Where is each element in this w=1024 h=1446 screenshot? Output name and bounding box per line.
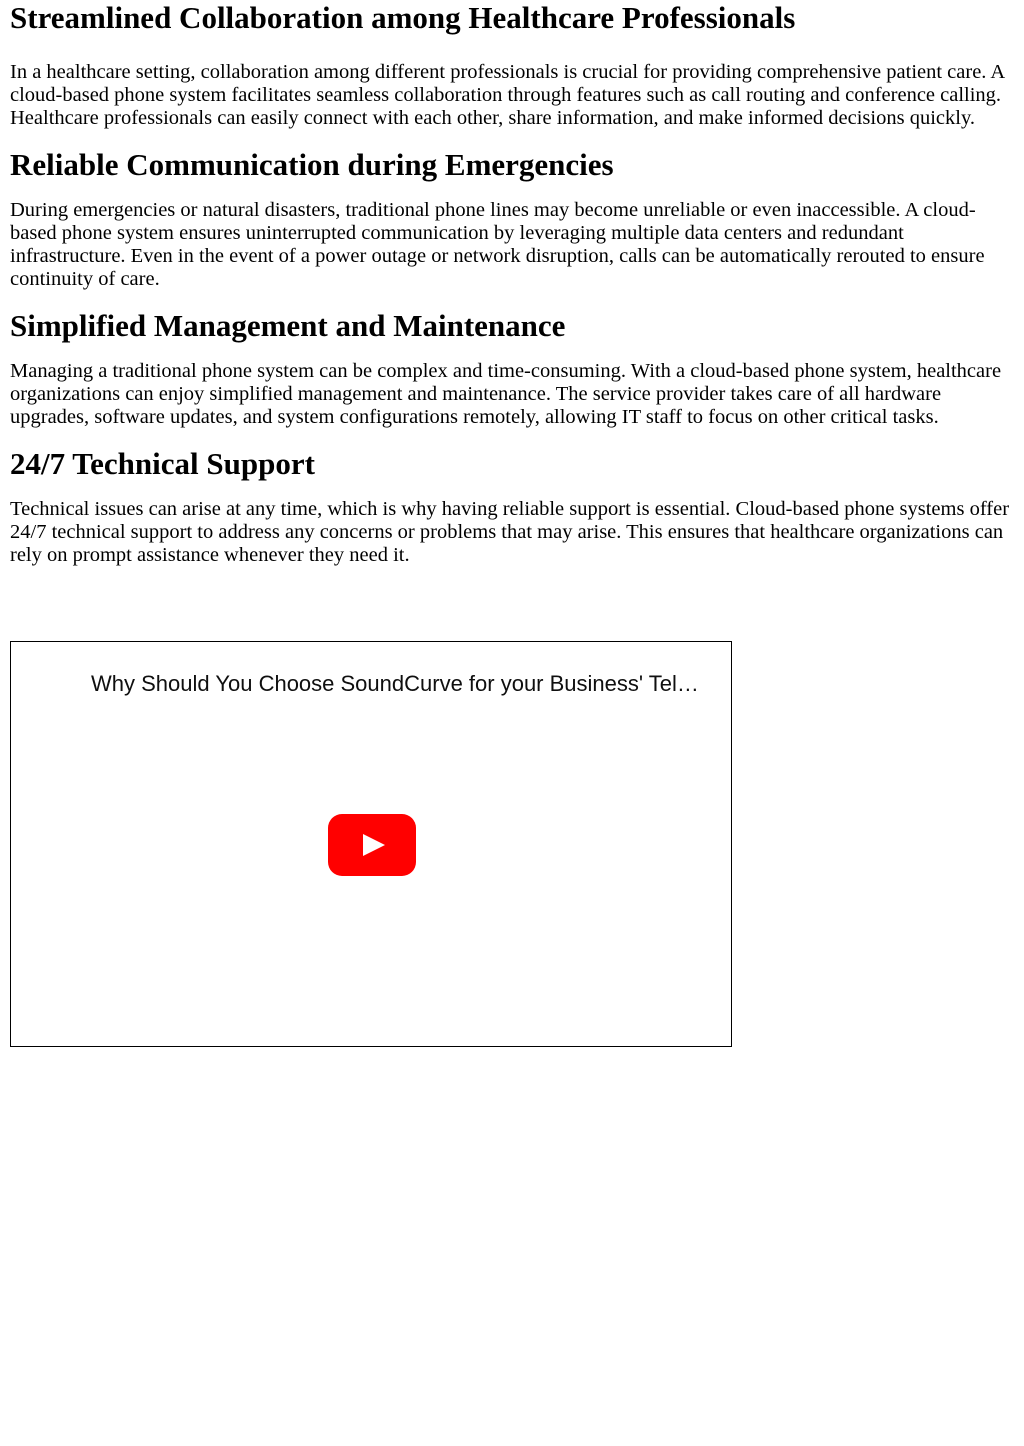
section-heading-management: Simplified Management and Maintenance — [10, 308, 566, 343]
section-heading-support: 24/7 Technical Support — [10, 446, 315, 481]
youtube-play-icon — [328, 814, 416, 876]
section-heading-emergencies: Reliable Communication during Emergencies — [10, 147, 614, 182]
video-title[interactable]: Why Should You Choose SoundCurve for your Business' Tel… — [91, 671, 699, 696]
section-body-emergencies: During emergencies or natural disasters, traditional phone lines may become unreliable or even inaccessible. A cloud-based phone system ensures uninterrupted communication by leveraging multiple data centers and redundant infrastructure. Even in the event of a power outage or network disruption, calls can be automatically rerouted to ensure continuity of care. — [10, 199, 985, 290]
section-body-management: Managing a traditional phone system can be complex and time-consuming. With a cloud-based phone system, healthcare organizations can enjoy simplified management and maintenance. The service provider takes care of all hardware upgrades, software updates, and system configurations remotely, allowing IT staff to focus on other critical tasks. — [10, 360, 1002, 428]
video-embed[interactable] — [10, 641, 732, 1047]
section-body-collaboration: In a healthcare setting, collaboration among different professionals is crucial for providing comprehensive patient care. A cloud-based phone system facilitates seamless collaboration through features such as call routing and conference calling. Healthcare professionals can easily connect with each other, share information, and make informed decisions quickly. — [10, 61, 1005, 129]
section-body-support: Technical issues can arise at any time, which is why having reliable support is essential. Cloud-based phone systems offer 24/7 technical support to address any concerns or problems that may arise. This ensures that healthcare organizations can rely on prompt assistance whenever they need it. — [10, 498, 1010, 566]
article — [0, 0, 1024, 567]
video-play-button[interactable] — [328, 814, 416, 876]
section-heading-collaboration: Streamlined Collaboration among Healthcare Professionals — [10, 0, 796, 35]
